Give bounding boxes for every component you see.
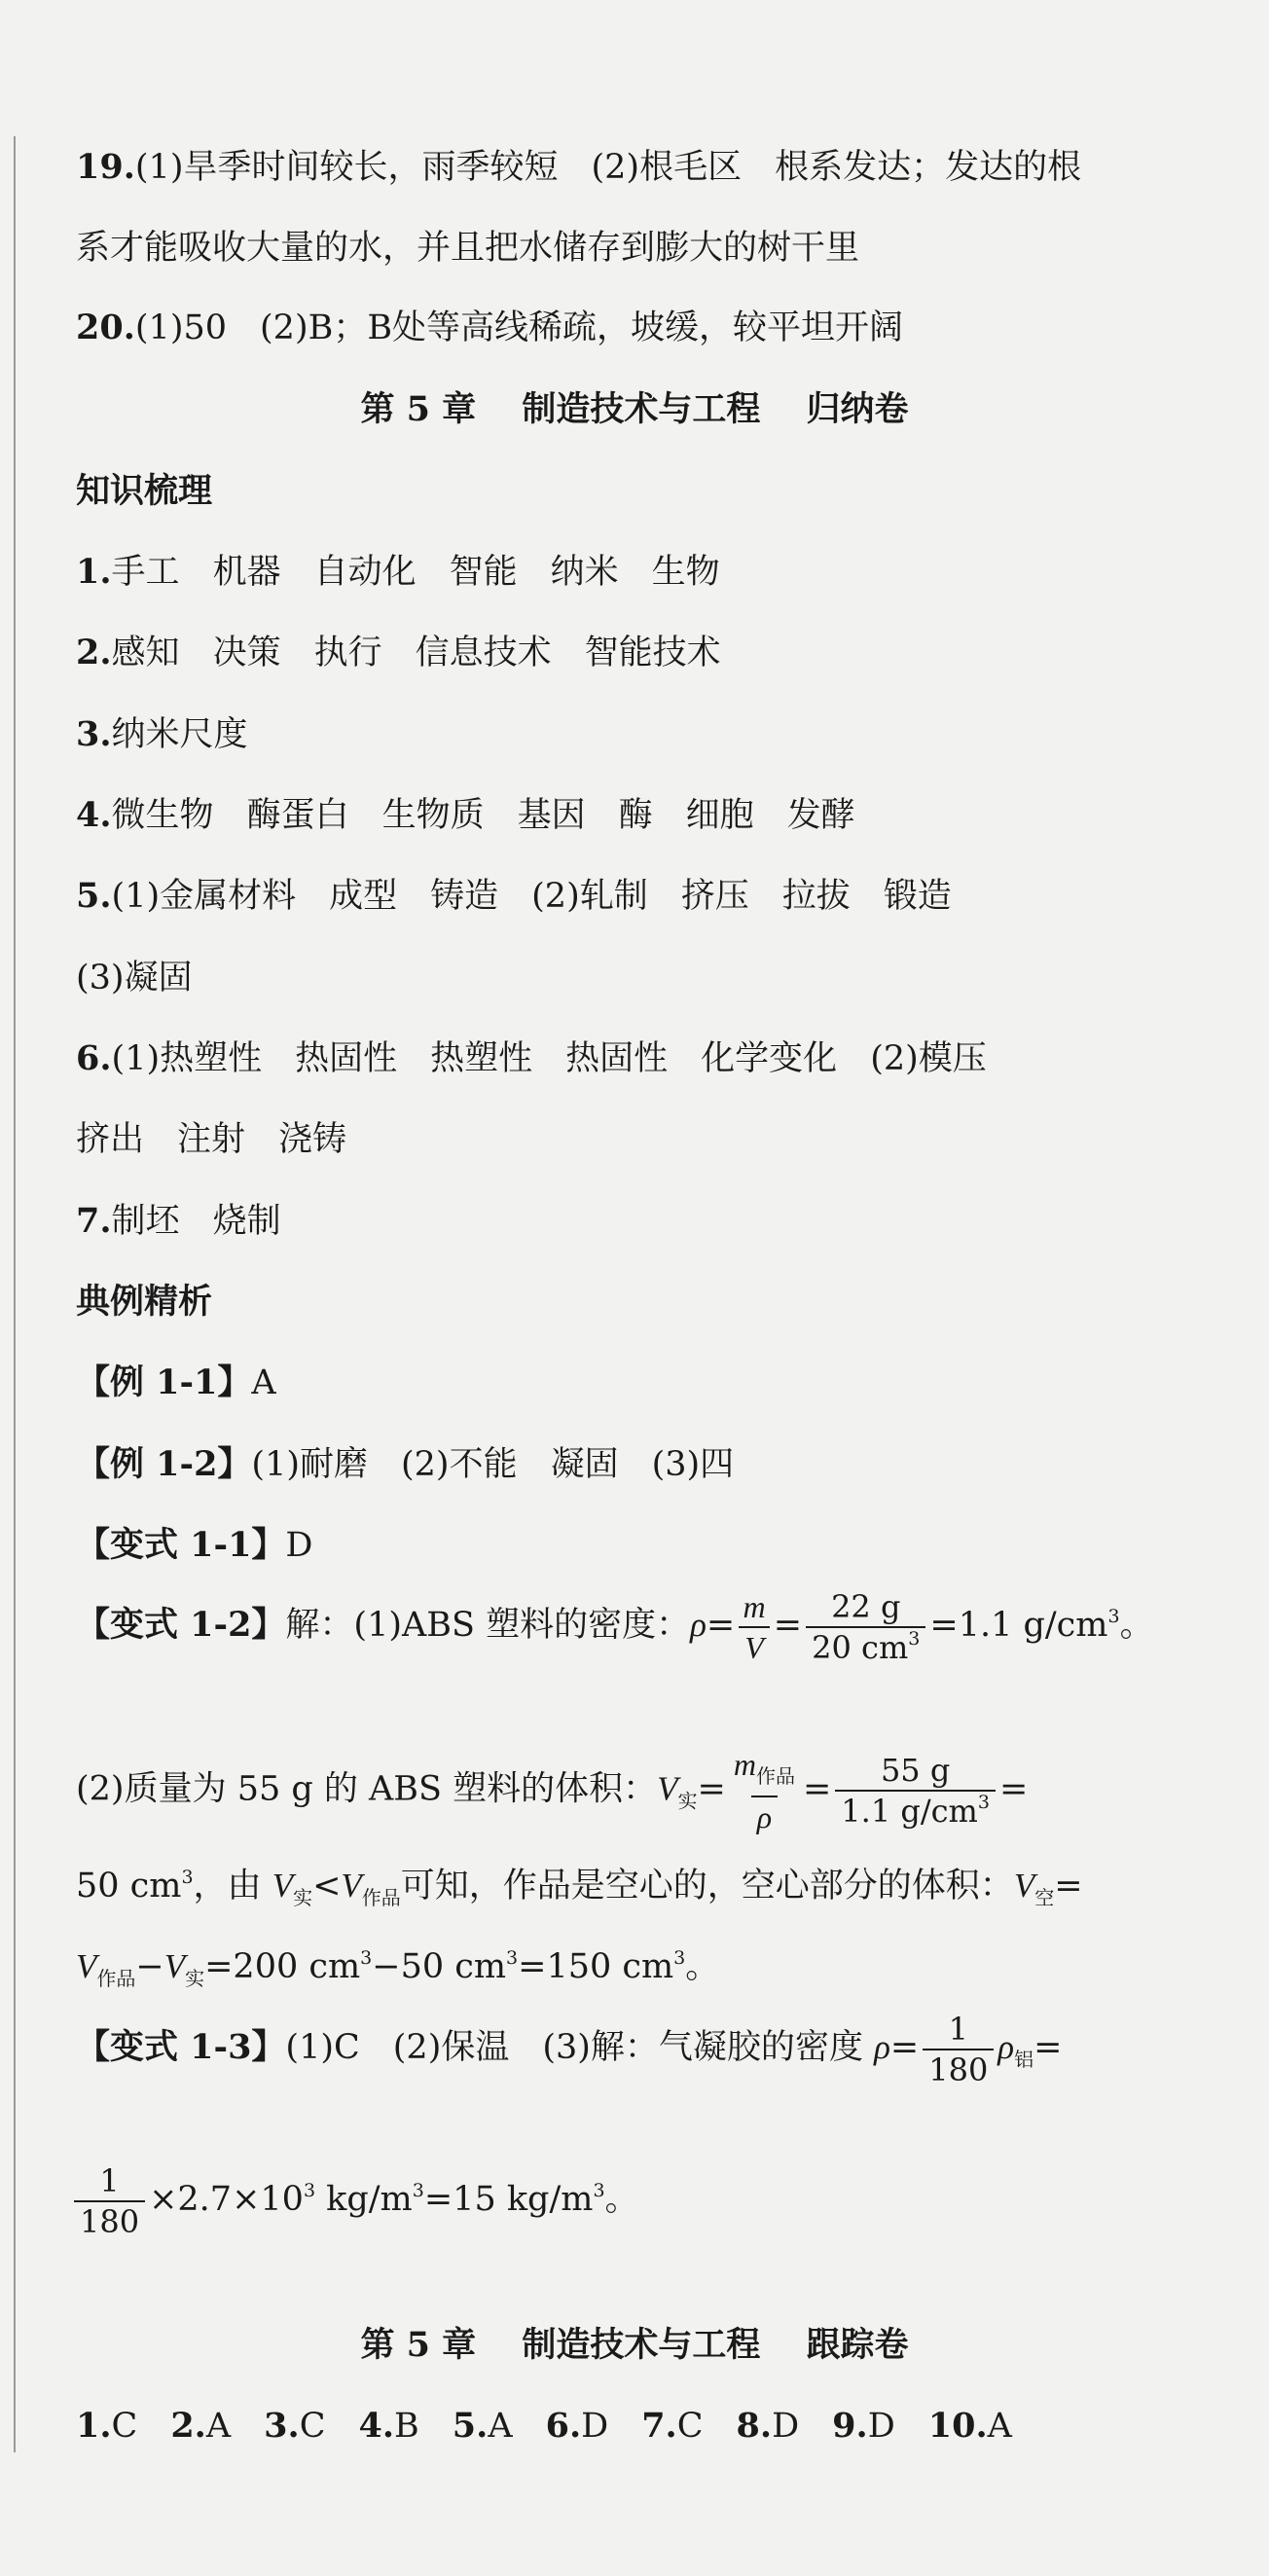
denominator: ρ [751,1796,778,1836]
answer: C [111,2407,138,2446]
superscript: 3 [181,1867,194,1888]
text: 细胞 [685,796,754,835]
q-number: 7. [76,1201,112,1241]
text: 50 cm [76,1867,182,1905]
text: 浇铸 [278,1120,347,1159]
numerator: 55 g [880,1752,951,1789]
text: 注射 [177,1120,246,1159]
superscript: 3 [908,1627,921,1650]
subscript: 作品 [361,1886,401,1909]
denominator [806,1626,925,1667]
numerator [730,1745,799,1796]
text: 1.1 g/cm [841,1793,978,1830]
subscript: 实 [293,1886,313,1909]
answer: D [772,2407,800,2446]
answer-19-line1 [76,145,1081,190]
text: A [251,1363,276,1402]
q-number: 19. [76,147,135,187]
knowledge-6-cont [76,1117,346,1162]
text: 发酵 [786,796,855,835]
margin-rule [14,136,16,2452]
text: = [889,2028,920,2067]
q-number: 5. [452,2406,489,2446]
text: 自动化 [313,553,417,592]
superscript: 3 [593,2180,605,2201]
text: 成型 [329,877,398,916]
example-1-1 [76,1361,276,1405]
example-tag: 【变式 1-1】 [76,1525,286,1565]
text: (2)B；B处等高线稀疏，坡缓，较平坦开阔 [260,308,904,347]
example-tag: 【例 1-2】 [76,1444,252,1484]
knowledge-4 [76,793,855,838]
text: = [697,1769,726,1809]
text: ，由 [193,1867,272,1905]
variant-1-2-line1 [76,1586,1154,1667]
text: 纳米尺度 [111,715,248,754]
text: 可知，作品是空心的，空心部分的体积： [400,1867,1014,1905]
text: 智能技术 [584,634,721,672]
knowledge-3 [76,712,248,757]
text: 挤出 [76,1120,145,1159]
superscript: 3 [506,1947,519,1969]
text: (1)C [285,2028,360,2067]
symbol-rho: ρ [874,2028,890,2066]
subscript: 空 [1034,1886,1055,1909]
answer: A [488,2407,513,2446]
text: =1.1 g/cm [929,1606,1108,1645]
text: 生物 [651,553,720,592]
answer: D [867,2407,895,2446]
text: D [285,1526,313,1565]
answer: A [987,2407,1012,2446]
text: 酶蛋白 [246,796,349,835]
knowledge-5 [76,874,952,919]
fraction-22g [806,1587,925,1667]
variant-1-1 [76,1523,312,1568]
heading-knowledge: 知识梳理 [76,471,213,511]
text: 20 cm [812,1628,909,1666]
text: −50 cm [372,1947,507,1986]
fraction-m-over-v [739,1587,770,1667]
knowledge-1 [76,550,720,595]
q-number: 3. [76,714,112,754]
q-number: 10. [927,2406,988,2446]
q-number: 8. [736,2406,773,2446]
text: 锻造 [883,877,952,916]
q-number: 4. [76,795,112,835]
denominator: 180 [74,2200,145,2241]
fraction-1-over-180 [923,2010,994,2089]
text: 。 [685,1947,720,1986]
text: 铸造 [430,877,499,916]
text: (2)质量为 55 g 的 ABS 塑料的体积： [76,1769,658,1809]
text: 生物质 [381,796,485,835]
text: (3)四 [651,1445,735,1484]
answer-key [76,2404,1012,2449]
text: 拉拔 [781,877,851,916]
text: (2)保温 [392,2028,510,2067]
text: kg/m [315,2180,413,2219]
subscript: 实 [185,1967,205,1990]
text: (1)金属材料 [111,877,297,916]
section-title-tracking: 第 5 章 制造技术与工程 跟踪卷 [360,2325,909,2365]
denominator: V [739,1626,770,1667]
text: 化学变化 [701,1039,838,1078]
superscript: 3 [977,1792,990,1813]
text: 凝固 [550,1445,619,1484]
symbol-v: V [163,1947,186,1985]
fraction-m-over-rho [730,1745,799,1836]
text: (1)热塑性 [111,1039,263,1078]
variant-1-3-line1 [76,2009,1062,2098]
text: (2)根毛区 [591,148,743,187]
text: (1)50 [134,308,228,347]
example-tag: 【变式 1-2】 [76,1605,286,1645]
q-number: 2. [170,2406,206,2446]
text: < [312,1867,342,1905]
superscript: 3 [303,2180,316,2201]
text: 纳米 [550,553,619,592]
text: 烧制 [212,1202,281,1241]
numerator: m [743,1588,766,1624]
text: = [802,1769,832,1809]
q-number: 6. [76,1038,112,1078]
knowledge-2 [76,631,721,675]
knowledge-5-cont: (3)凝固 [76,959,193,998]
text: (1)耐磨 [251,1445,368,1484]
answer: A [205,2407,232,2446]
text: (1)旱季时间较长，雨季较短 [134,148,559,187]
text: 手工 [111,553,180,592]
q-number: 1. [76,2406,112,2446]
superscript: 3 [360,1947,373,1969]
q-number: 1. [76,552,112,592]
variant-1-2-line4 [76,1944,719,2001]
text: (2)轧制 [531,877,648,916]
numerator: 1 [948,2010,968,2048]
superscript: 3 [1107,1606,1120,1627]
text: (3)解：气凝胶的密度 [542,2028,875,2067]
text: m [733,1747,756,1782]
variant-1-2-line2 [76,1745,1028,1840]
text: 。 [1119,1606,1154,1645]
text: 微生物 [111,796,214,835]
text: 热固性 [565,1039,669,1078]
subscript: 实 [677,1789,698,1813]
subscript: 作品 [755,1764,795,1788]
symbol-rho: ρ [997,2028,1015,2066]
text: =150 cm [518,1947,674,1986]
heading-examples: 典例精析 [76,1282,213,1322]
text: 热塑性 [430,1039,533,1078]
q-number: 20. [76,308,135,347]
text: = [1054,1867,1083,1905]
fraction-1-over-180 [74,2161,145,2241]
section-title-summary: 第 5 章 制造技术与工程 归纳卷 [360,389,909,429]
text: 机器 [212,553,281,592]
text: = [1033,2028,1063,2067]
knowledge-6 [76,1036,987,1081]
text: − [135,1947,164,1986]
superscript: 3 [673,1947,686,1969]
answer: D [581,2407,609,2446]
text: =15 kg/m [423,2180,594,2219]
numerator: 1 [99,2161,120,2199]
text: 根系发达；发达的根 [775,148,1082,187]
denominator: 180 [923,2049,994,2089]
text: 酶 [618,796,653,835]
text: 决策 [212,634,281,672]
text: =200 cm [204,1947,361,1986]
symbol-v: V [341,1867,362,1905]
variant-1-2-line3 [76,1864,1083,1920]
answer: C [676,2407,704,2446]
text: (2)不能 [401,1445,518,1484]
q-number: 9. [832,2406,868,2446]
subscript: 作品 [96,1967,136,1990]
text: 解：(1)ABS 塑料的密度： [285,1606,691,1645]
q-number: 2. [76,633,112,672]
text: 信息技术 [415,634,552,672]
subscript: 铝 [1014,2048,1034,2071]
example-1-2 [76,1442,734,1487]
text: 。 [604,2180,639,2219]
superscript: 3 [412,2180,424,2201]
q-number: 3. [264,2406,300,2446]
knowledge-7 [76,1199,281,1244]
text: 感知 [111,634,180,672]
text: 智能 [449,553,518,592]
answer-20 [76,306,903,350]
q-number: 6. [545,2406,582,2446]
text: (2)模压 [870,1039,987,1078]
fraction-55g [835,1751,996,1831]
symbol-rho: ρ [690,1606,707,1644]
symbol-v: V [272,1867,294,1905]
q-number: 7. [641,2406,677,2446]
text: ×2.7×10 [149,2180,304,2219]
text: 挤压 [680,877,749,916]
q-number: 4. [358,2406,395,2446]
numerator: 22 g [831,1587,901,1625]
text: = [998,1769,1029,1809]
q-number: 5. [76,876,112,916]
text: 执行 [313,634,382,672]
variant-1-3-line2 [70,2160,639,2241]
text: = [706,1606,736,1645]
symbol-v: V [1013,1867,1035,1905]
symbol-v: V [657,1769,678,1808]
example-tag: 【例 1-1】 [76,1362,252,1402]
text: 制坯 [111,1202,180,1241]
answer: B [394,2407,419,2446]
symbol-v: V [76,1947,97,1985]
answer-19-line2: 系才能吸收大量的水，并且把水储存到膨大的树干里 [76,229,860,268]
denominator [835,1790,996,1831]
example-tag: 【变式 1-3】 [76,2027,286,2067]
answer: C [299,2407,326,2446]
text: 热固性 [295,1039,398,1078]
text: = [773,1606,803,1645]
text: 基因 [517,796,586,835]
